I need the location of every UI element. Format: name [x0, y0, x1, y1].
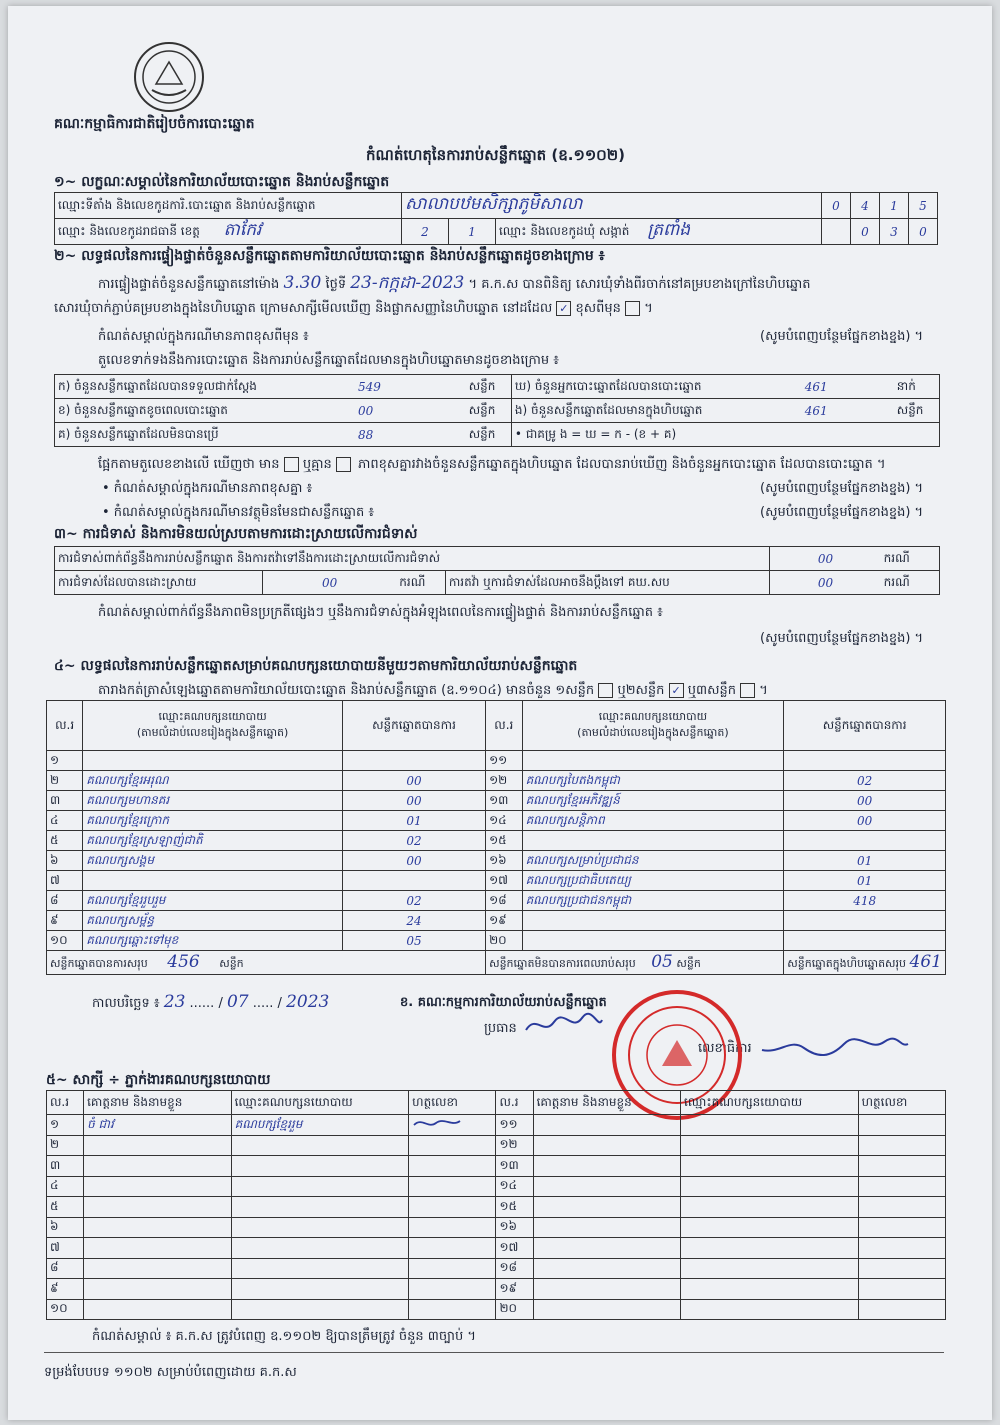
- table-row: [47, 831, 946, 851]
- party-votes: 00: [342, 791, 485, 811]
- party-votes: 24: [342, 911, 485, 931]
- row-no: ៦: [47, 1217, 84, 1238]
- table-row: [47, 771, 946, 791]
- row-e-unit: សន្លឹក: [894, 399, 940, 423]
- col-no-header: ល.រ: [47, 701, 83, 751]
- party-votes: [784, 751, 946, 771]
- table-row: [47, 1115, 946, 1136]
- witness-table: [46, 1090, 946, 1320]
- three-sheets-checkbox[interactable]: [740, 683, 755, 698]
- table-row: [47, 871, 946, 891]
- objection-table: [54, 546, 940, 595]
- has-difference-checkbox[interactable]: [284, 457, 299, 472]
- date-label: កាលបរិច្ឆេទ ៖: [92, 996, 160, 1011]
- verify-line: [98, 272, 811, 297]
- code2-digit: 0: [851, 219, 880, 245]
- col-sign-header: ហត្ថលេខា: [858, 1091, 945, 1115]
- row-d-label: ឃ) ចំនួនអ្នកបោះឆ្នោតដែលបានបោះឆ្នោត: [511, 375, 801, 399]
- two-sheets-text: ឬ២សន្លឹក: [617, 683, 665, 698]
- party-votes: 02: [342, 891, 485, 911]
- president-label: ប្រធាន: [484, 1021, 517, 1036]
- table-row: [47, 931, 946, 951]
- row-no: ៧: [47, 1238, 84, 1259]
- objection-label: ការជំទាស់ពាក់ព័ន្ធនឹងការរាប់សន្លឹកឆ្នោត និងការតវ៉ាទៅនឹងការដោះស្រាយលើការជំទាស់: [55, 547, 770, 571]
- invalid-value: 05: [651, 952, 673, 972]
- col-party-header: ឈ្មោះគណបក្សនយោបាយ: [598, 709, 708, 723]
- code1-digit: 0: [822, 193, 851, 219]
- row-no: ១០: [47, 1299, 84, 1320]
- objection-hint: (សូមបំពេញបន្ថែមផ្នែកខាងខ្នង) ។: [760, 631, 924, 646]
- party-name: [83, 751, 343, 771]
- row-no: ២០: [496, 1299, 533, 1320]
- row-no: ១៨: [486, 891, 522, 911]
- date-month: 07: [226, 992, 249, 1012]
- total-unit: សន្លឹក: [219, 957, 244, 970]
- row-c-unit: សន្លឹក: [466, 423, 512, 447]
- party-votes: [784, 831, 946, 851]
- row-no: ៤: [47, 1176, 84, 1197]
- row-no: ១៦: [496, 1217, 533, 1238]
- table-row: [47, 1197, 946, 1218]
- party-name: [522, 831, 784, 851]
- row-no: ១៤: [486, 811, 522, 831]
- row-d-value: 461: [802, 375, 894, 399]
- witness-party: គណបក្សខ្មែររួម: [231, 1115, 409, 1136]
- appeal-value: 00: [770, 571, 881, 595]
- party-votes: 418: [784, 891, 946, 911]
- code1-digit: 1: [880, 193, 909, 219]
- verify-time: 3.30: [283, 273, 322, 293]
- party-votes: [342, 751, 485, 771]
- party-name: គណបក្សខ្មែរក្រោក: [83, 811, 343, 831]
- party-votes: [784, 911, 946, 931]
- code2-digit: 0: [909, 219, 938, 245]
- row-d-unit: នាក់: [894, 375, 940, 399]
- invalid-label: សន្លឹកឆ្នោតមិនបានការពេលរាប់សរុប: [489, 957, 636, 970]
- bullet-1-hint: (សូមបំពេញបន្ថែមផ្នែកខាងខ្នង) ។: [760, 481, 924, 496]
- party-votes: 01: [784, 851, 946, 871]
- party-votes: 02: [784, 771, 946, 791]
- row-no: ៣: [47, 791, 83, 811]
- row-no: ១០: [47, 931, 83, 951]
- verify-line-b: ថ្ងៃទី: [325, 277, 347, 292]
- row-b-value: 00: [355, 399, 466, 423]
- row-a-unit: សន្លឹក: [466, 375, 512, 399]
- secretary-signature: [760, 1034, 910, 1066]
- table-intro: តួលេខទាក់ទងនឹងការបោះឆ្នោត និងការរាប់សន្លឹកឆ្នោតដែលមានក្នុងហិបឆ្នោតមានដូចខាងក្រោម ៖: [98, 353, 559, 368]
- commune-label: ឈ្មោះ និងលេខកូដឃុំ សង្កាត់: [499, 224, 630, 238]
- document-page: [8, 6, 992, 1420]
- party-name: គណបក្សខ្មែរអភិវឌ្ឍន៍: [522, 791, 784, 811]
- party-name: គណបក្សឆ្ពោះទៅមុខ: [83, 931, 343, 951]
- table-row: [47, 1135, 946, 1156]
- party-name: គណបក្សប្រជាធិបតេយ្យ: [522, 871, 784, 891]
- party-name: គណបក្សសម្រាប់ប្រជាជន: [522, 851, 784, 871]
- party-name: គណបក្សសម្ព័ន្ធ: [83, 911, 343, 931]
- table-row: [47, 851, 946, 871]
- section2-heading: ២~ លទ្ធផលនៃការផ្ទៀងផ្ទាត់ចំនួនសន្លឹកឆ្នោតតាមការិយាល័យបោះឆ្នោត និងរាប់សន្លឹកឆ្នោតដូចខាងក្រោម ៖: [54, 248, 605, 264]
- col-votes-header: សន្លឹកឆ្នោតបានការ: [342, 701, 485, 751]
- verify-line-c: ។ គ.ក.ស បានពិនិត្យ សោរឃុំទាំងពីរចាក់នៅគម្របខាងក្រៅនៃហិបឆ្នោត: [468, 277, 811, 292]
- party-name: គណបក្សខ្មែរស្រឡាញ់ជាតិ: [83, 831, 343, 851]
- party-votes: [342, 871, 485, 891]
- col-name-header: គោត្តនាម និងនាមខ្លួន: [533, 1091, 680, 1115]
- sheet-count-text: តារាងកត់ត្រាសំឡេងឆ្នោតតាមការិយាល័យបោះឆ្នោត និងរាប់សន្លឹកឆ្នោត (ឧ.១១០៤) មានចំនួន ១សន្លឹក: [98, 683, 595, 698]
- nec-logo: [134, 42, 204, 112]
- resolved-unit: ករណី: [396, 571, 445, 595]
- party-name: គណបក្សសន្តិភាព: [522, 811, 784, 831]
- row-no: ១២: [486, 771, 522, 791]
- row-a-value: 549: [355, 375, 466, 399]
- row-no: ១៦: [486, 851, 522, 871]
- col-party-subheader: (តាមលំដាប់លេខរៀងក្នុងសន្លឹកឆ្នោត): [577, 725, 729, 739]
- col-no-header: ល.រ: [486, 701, 522, 751]
- table-row: [47, 811, 946, 831]
- results-table: [46, 700, 946, 975]
- row-no: ៧: [47, 871, 83, 891]
- table-row: [47, 1156, 946, 1177]
- col-no-header: ល.រ: [47, 1091, 84, 1115]
- appeal-unit: ករណី: [881, 571, 940, 595]
- note-hint: (សូមបំពេញបន្ថែមផ្នែកខាងខ្នង) ។: [760, 329, 924, 344]
- party-name: [522, 751, 784, 771]
- party-name: គណបក្សបៃតងកម្ពុជា: [522, 771, 784, 791]
- party-name: គណបក្សមហានគរ: [83, 791, 343, 811]
- section1-heading: ១~ លក្ខណៈសម្គាល់នៃការិយាល័យបោះឆ្នោត និងរាប់សន្លឹកឆ្នោត: [54, 174, 390, 190]
- party-votes: 00: [342, 851, 485, 871]
- date-year: 2023: [286, 992, 330, 1012]
- section3-heading: ៣~ ការជំទាស់ និងការមិនយល់ស្របតាមការដោះស្រាយលើការជំទាស់: [54, 526, 418, 542]
- place-name: សាលាបឋមសិក្សាភូមិសាលា: [405, 194, 583, 214]
- row-no: ៣: [47, 1156, 84, 1177]
- different-checkbox[interactable]: [625, 301, 640, 316]
- bullet-2-hint: (សូមបំពេញបន្ថែមផ្នែកខាងខ្នង) ។: [760, 505, 924, 520]
- two-sheets-checkbox[interactable]: ✓: [669, 683, 684, 698]
- code1-digit: 4: [851, 193, 880, 219]
- row-no: ១៥: [486, 831, 522, 851]
- table-row: [47, 911, 946, 931]
- president-signature: [524, 1012, 604, 1043]
- party-name: គណបក្សសង្គម: [83, 851, 343, 871]
- row-no: ៥: [47, 831, 83, 851]
- footer-note: កំណត់សម្គាល់ ៖ គ.ក.ស ត្រូវបំពេញ ឧ.១១០២ ឱ្យបានត្រឹមត្រូវ ចំនួន ៣ច្បាប់ ។: [92, 1329, 476, 1344]
- total-value: 456: [167, 952, 200, 972]
- table-row: [47, 751, 946, 771]
- note-line: កំណត់សម្គាល់ក្នុងករណីមានភាពខុសពីមុន ៖: [98, 329, 309, 344]
- party-votes: 00: [784, 811, 946, 831]
- province-code-digit: 1: [449, 219, 496, 245]
- row-c-label: គ) ចំនួនសន្លឹកឆ្នោតដែលមិនបានប្រើ: [55, 423, 355, 447]
- party-votes: 01: [342, 811, 485, 831]
- witness-signature: [409, 1115, 496, 1136]
- party-votes: 00: [784, 791, 946, 811]
- table-row: [47, 1258, 946, 1279]
- total-label: សន្លឹកឆ្នោតបានការសរុប: [50, 957, 148, 970]
- resolved-label: ការជំទាស់ដែលបានដោះស្រាយ: [55, 571, 263, 595]
- row-b-unit: សន្លឹក: [466, 399, 512, 423]
- party-name: [522, 931, 784, 951]
- col-name-header: គោត្តនាម និងនាមខ្លួន: [84, 1091, 231, 1115]
- row-no: ១៤: [496, 1176, 533, 1197]
- doc-title: កំណត់ហេតុនៃការរាប់សន្លឹកឆ្នោត (ឧ.១១០២): [366, 146, 626, 164]
- party-name: គណបក្សប្រជាជនកម្ពុជា: [522, 891, 784, 911]
- witness-name: ចំ ជាវ: [84, 1115, 231, 1136]
- committee-label: ខ. គណៈកម្មការការិយាល័យរាប់សន្លឹកឆ្នោត: [400, 995, 607, 1010]
- bullet-2: • កំណត់សម្គាល់ក្នុងករណីមានវត្ថុមិនមែនជាសន្លឹកឆ្នោត ៖: [102, 505, 375, 520]
- row-a-label: ក) ចំនួនសន្លឹកឆ្នោតដែលបានទទួលជាក់ស្តែង: [55, 375, 355, 399]
- row-no: ៨: [47, 891, 83, 911]
- row-e-label: ង) ចំនួនសន្លឹកឆ្នោតដែលមានក្នុងហិបឆ្នោត: [511, 399, 801, 423]
- party-votes: 02: [342, 831, 485, 851]
- row-no: ១៩: [486, 911, 522, 931]
- three-sheets-text: ឬ៣សន្លឹក: [687, 683, 736, 698]
- table-row: [47, 1217, 946, 1238]
- footer-divider: [44, 1352, 944, 1353]
- bullet-1: • កំណត់សម្គាល់ក្នុងករណីមានភាពខុសគ្នា ៖: [102, 481, 313, 496]
- appeal-label: ការតវ៉ា ឬការជំទាស់ដែលអាចនឹងប្តឹងទៅ គឃ.សប: [445, 571, 769, 595]
- ballots-value: 461: [909, 952, 942, 972]
- section5-heading: ៥~ សាក្សី ÷ ភ្នាក់ងារគណបក្សនយោបាយ: [46, 1072, 271, 1088]
- org-name: គណៈកម្មាធិការជាតិរៀបចំការបោះឆ្នោត: [54, 116, 255, 132]
- ballots-label: សន្លឹកឆ្នោតក្នុងហិបឆ្នោតសរុប: [787, 957, 906, 970]
- province-code-digit: 2: [402, 219, 449, 245]
- table-row: [47, 1238, 946, 1259]
- row-no: ៩: [47, 1279, 84, 1300]
- col-no-header: ល.រ: [496, 1091, 533, 1115]
- lock-line-b: ខុសពីមុន: [575, 301, 621, 316]
- code1-digit: 5: [909, 193, 938, 219]
- difference-line: [98, 456, 351, 475]
- col-party-header: ឈ្មោះគណបក្សនយោបាយ: [681, 1091, 859, 1115]
- table-row: [47, 1279, 946, 1300]
- invalid-unit: សន្លឹក: [676, 957, 701, 970]
- row-no: ១៨: [496, 1258, 533, 1279]
- province: តាកែវ: [223, 220, 262, 240]
- table-row: [47, 1299, 946, 1320]
- secretary-label: លេខាធិការ: [698, 1041, 752, 1056]
- objection-note: កំណត់សម្គាល់ពាក់ព័ន្ធនឹងភាពមិនប្រក្រតីផ្សេងៗ ឬនឹងការជំទាស់ក្នុងអំឡុងពេលនៃការផ្ទៀងផ្ទាត់ និងការរាប់សន្លឹកឆ្នោត ៖: [98, 605, 663, 620]
- row2-label: ឈ្មោះ និងលេខកូដរាជធានី ខេត្ត: [58, 224, 200, 238]
- no-difference-checkbox[interactable]: [336, 457, 351, 472]
- same-checkbox[interactable]: ✓: [556, 301, 571, 316]
- row-no: ១៣: [486, 791, 522, 811]
- col-party-header: ឈ្មោះគណបក្សនយោបាយ: [231, 1091, 409, 1115]
- code2-digit: 3: [880, 219, 909, 245]
- row-no: ១: [47, 1115, 84, 1136]
- lock-line-text: សោរឃុំចាក់ភ្ជាប់គម្របខាងក្នុងនៃហិបឆ្នោត ក្រោមសាក្សីមើលឃើញ និងផ្លាកសញ្ញានៃហិបឆ្នោត នៅដដែល: [54, 301, 553, 316]
- one-sheet-checkbox[interactable]: [598, 683, 613, 698]
- objection-value: 00: [770, 547, 881, 571]
- row-no: ១៧: [486, 871, 522, 891]
- row-no: ១៥: [496, 1197, 533, 1218]
- resolved-value: 00: [263, 571, 397, 595]
- col-votes-header: សន្លឹកឆ្នោតបានការ: [784, 701, 946, 751]
- party-votes: [784, 931, 946, 951]
- row-no: ៤: [47, 811, 83, 831]
- location-table: [54, 192, 938, 245]
- col-party-header: ឈ្មោះគណបក្សនយោបាយ: [158, 709, 267, 723]
- difference-line-b: ឬគ្មាន: [302, 457, 332, 472]
- row-no: ២: [47, 1135, 84, 1156]
- verify-line-a: ការផ្ទៀងផ្ទាត់ចំនួនសន្លឹកឆ្នោតនៅម៉ោង: [98, 277, 280, 292]
- row1-label: ឈ្មោះទីតាំង និងលេខកូដការិ.បោះឆ្នោត និងរាប់សន្លឹកឆ្នោត: [55, 193, 402, 219]
- difference-line-c: ភាពខុសគ្នារវាងចំនួនសន្លឹកឆ្នោតក្នុងហិបឆ្នោត ដែលបានរាប់ឃើញ និងចំនួនអ្នកបោះឆ្នោត ដែលបានបោះឆ្នោត ។: [358, 457, 886, 472]
- sheet-count-line: តារាងកត់ត្រាសំឡេងឆ្នោតតាមការិយាល័យបោះឆ្នោត និងរាប់សន្លឹកឆ្នោត (ឧ.១១០៤) មានចំនួន ១សន្លឹក ឬ២សន្លឹក ✓ ឬ៣សន្លឹក ។: [98, 683, 768, 698]
- date-day: 23: [163, 992, 186, 1012]
- row-no: ១១: [496, 1115, 533, 1136]
- col-sign-header: ហត្ថលេខា: [409, 1091, 496, 1115]
- row-no: ១៩: [496, 1279, 533, 1300]
- party-votes: 05: [342, 931, 485, 951]
- row-no: ៦: [47, 851, 83, 871]
- difference-line-a: ផ្អែកតាមតួលេខខាងលើ ឃើញថា មាន: [98, 457, 280, 472]
- form-note: ទម្រង់បែបបទ ១១០២ សម្រាប់បំពេញដោយ គ.ក.ស: [44, 1365, 297, 1380]
- formula: • ជាគម្រូ ង = ឃ = ក - (ខ + គ): [511, 423, 939, 447]
- party-votes: 00: [342, 771, 485, 791]
- commune: ត្រពាំង: [647, 220, 691, 240]
- row-no: ៥: [47, 1197, 84, 1218]
- row-no: ៩: [47, 911, 83, 931]
- row-no: ២: [47, 771, 83, 791]
- row-no: ២០: [486, 931, 522, 951]
- party-name: [522, 911, 784, 931]
- party-name: គណបក្សខ្មែរអរុណ: [83, 771, 343, 791]
- row-no: ១២: [496, 1135, 533, 1156]
- ballot-count-table: [54, 374, 940, 447]
- row-b-label: ខ) ចំនួនសន្លឹកឆ្នោតខូចពេលបោះឆ្នោត: [55, 399, 355, 423]
- row-e-value: 461: [802, 399, 894, 423]
- table-row: [47, 891, 946, 911]
- row-no: ១១: [486, 751, 522, 771]
- row-no: ១៧: [496, 1238, 533, 1259]
- row-no: ១៣: [496, 1156, 533, 1177]
- verify-date: 23-កក្កដា-2023: [350, 273, 465, 293]
- table-row: [47, 1176, 946, 1197]
- date-line: កាលបរិច្ឆេទ ៖ 23 ...... / 07 ..... / 2023: [92, 992, 330, 1012]
- party-name: [83, 871, 343, 891]
- row-c-value: 88: [355, 423, 466, 447]
- col-party-subheader: (តាមលំដាប់លេខរៀងក្នុងសន្លឹកឆ្នោត): [136, 725, 289, 739]
- row-no: ៨: [47, 1258, 84, 1279]
- table-row: [47, 791, 946, 811]
- party-votes: 01: [784, 871, 946, 891]
- row-no: ១: [47, 751, 83, 771]
- section4-heading: ៤~ លទ្ធផលនៃការរាប់សន្លឹកឆ្នោតសម្រាប់គណបក្សនយោបាយនីមួយៗតាមការិយាល័យរាប់សន្លឹកឆ្នោត: [54, 658, 578, 674]
- lock-line: សោរឃុំចាក់ភ្ជាប់គម្របខាងក្នុងនៃហិបឆ្នោត ក្រោមសាក្សីមើលឃើញ និងផ្លាកសញ្ញានៃហិបឆ្នោត នៅដដែល ✓ ខុសពីមុន ។: [54, 301, 653, 316]
- objection-unit: ករណី: [881, 547, 940, 571]
- party-name: គណបក្សខ្មែររួបរួម: [83, 891, 343, 911]
